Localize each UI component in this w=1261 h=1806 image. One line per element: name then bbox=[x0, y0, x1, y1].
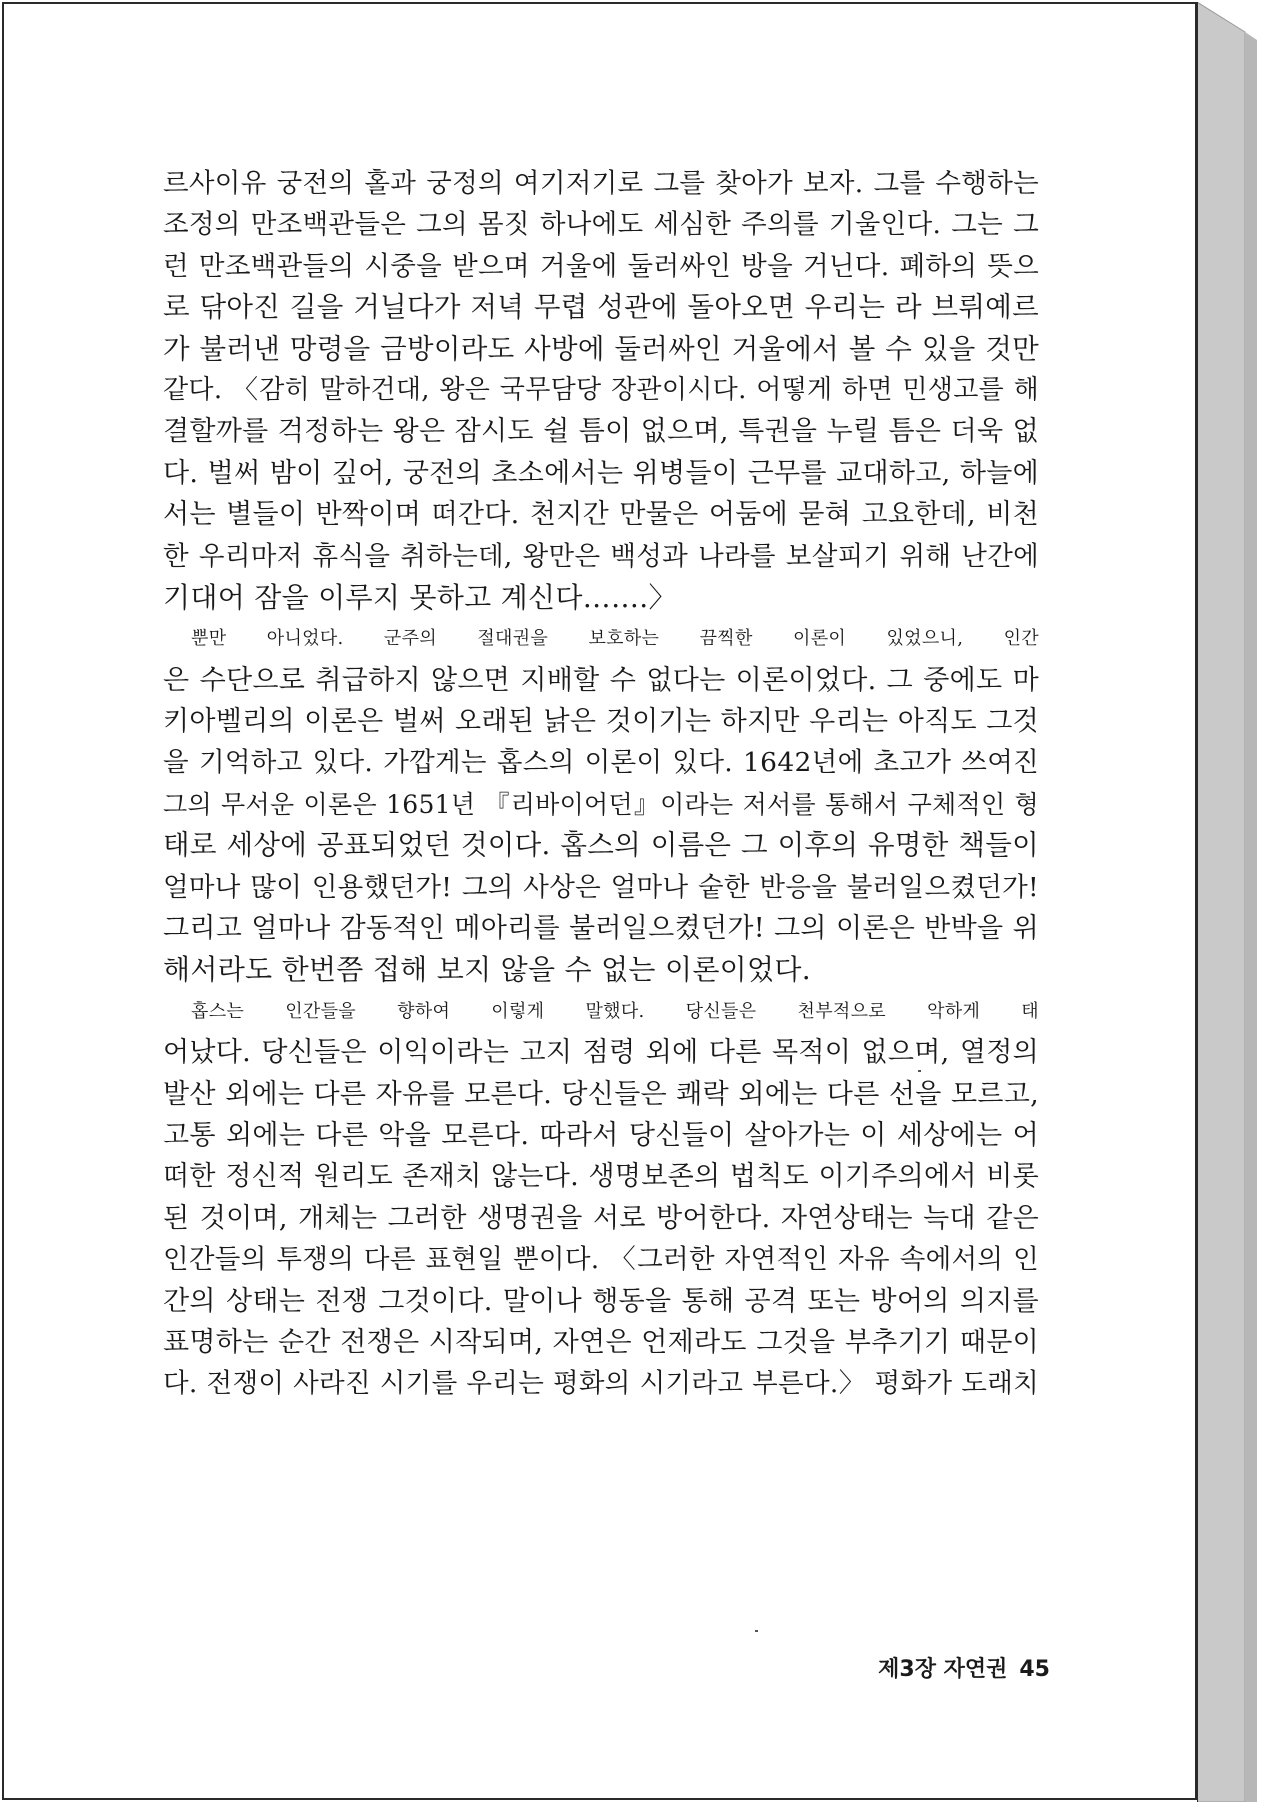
page-number: 45 bbox=[1019, 1657, 1050, 1682]
paragraph-start-line: 뿐만 아니었다. 군주의 절대권을 보호하는 끔찍한 이론이 있었으니, 인간 bbox=[191, 628, 1039, 650]
text-line: 된 것이며, 개체는 그러한 생명권을 서로 방어한다. 자연상태는 늑대 같은 bbox=[163, 1202, 1039, 1234]
text-line: 한 우리마저 휴식을 취하는데, 왕만은 백성과 나라를 보살피기 위해 난간에 bbox=[163, 540, 1039, 572]
text-line: 다. 전쟁이 사라진 시기를 우리는 평화의 시기라고 부른다.〉 평화가 도래치 bbox=[163, 1368, 1039, 1400]
page-footer bbox=[830, 1652, 1050, 1683]
text-line: 얼마나 많이 인용했던가! 그의 사상은 얼마나 숱한 반응을 불러일으켰던가! bbox=[163, 871, 1039, 903]
text-line: 인간들의 투쟁의 다른 표현일 뿐이다. 〈그러한 자연적인 자유 속에서의 인 bbox=[163, 1244, 1039, 1276]
text-line: 그리고 얼마나 감동적인 메아리를 불러일으켰던가! 그의 이론은 반박을 위 bbox=[163, 913, 1039, 945]
text-line: 은 수단으로 취급하지 않으면 지배할 수 없다는 이론이었다. 그 중에도 마 bbox=[163, 664, 1039, 696]
text-line: 해서라도 한번쯤 접해 보지 않을 수 없는 이론이었다. bbox=[163, 953, 811, 987]
text-line: 태로 세상에 공표되었던 것이다. 홉스의 이름은 그 이후의 유명한 책들이 bbox=[163, 829, 1039, 862]
text-line: 르사이유 궁전의 홀과 궁정의 여기저기로 그를 찾아가 보자. 그를 수행하는 bbox=[163, 168, 1039, 199]
text-line: 발산 외에는 다른 자유를 모른다. 당신들은 쾌락 외에는 다른 선을 모르고, bbox=[163, 1078, 1039, 1110]
text-line: 키아벨리의 이론은 벌써 오래된 낡은 것이기는 하지만 우리는 아직도 그것 bbox=[163, 706, 1039, 738]
scan-speck bbox=[918, 1070, 921, 1072]
text-line: 고통 외에는 다른 악을 모른다. 따라서 당신들이 살아가는 이 세상에는 어 bbox=[163, 1119, 1039, 1151]
text-line: 로 닦아진 길을 거닐다가 저녁 무렵 성관에 돌아오면 우리는 라 브뤼예르 bbox=[163, 291, 1039, 324]
body-text bbox=[163, 163, 1039, 1405]
text-line: 조정의 만조백관들은 그의 몸짓 하나에도 세심한 주의를 기울인다. 그는 그 bbox=[163, 209, 1039, 241]
text-line: 가 불러낸 망령을 금방이라도 사방에 둘러싸인 거울에서 볼 수 있을 것만 bbox=[163, 332, 1039, 365]
text-line: 기대어 잠을 이루지 못하고 계신다…….〉 bbox=[163, 580, 677, 614]
text-line: 결할까를 걱정하는 왕은 잠시도 쉴 틈이 없으며, 특권을 누릴 틈은 더욱 없 bbox=[163, 416, 1039, 448]
text-line: 그의 무서운 이론은 1651년 『리바이어던』이라는 저서를 통해서 구체적인 형 bbox=[163, 789, 1039, 819]
text-line: 어났다. 당신들은 이익이라는 고지 점령 외에 다른 목적이 없으며, 열정의 bbox=[163, 1037, 1039, 1069]
text-line: 을 기억하고 있다. 가깝게는 홉스의 이론이 있다. 1642년에 초고가 쓰여진 bbox=[163, 747, 1039, 779]
chapter-title: 제3장 자연권 bbox=[878, 1657, 1008, 1682]
text-line: 서는 별들이 반짝이며 떠간다. 천지간 만물은 어둠에 묻혀 고요한데, 비천 bbox=[163, 499, 1039, 531]
text-line: 런 만조백관들의 시중을 받으며 거울에 둘러싸인 방을 거닌다. 폐하의 뜻으 bbox=[163, 250, 1039, 282]
paragraph-start-line: 홉스는 인간들을 향하여 이렇게 말했다. 당신들은 천부적으로 악하게 태 bbox=[191, 1000, 1039, 1022]
text-line: 같다. 〈감히 말하건대, 왕은 국무담당 장관이시다. 어떻게 하면 민생고를 해 bbox=[163, 374, 1039, 405]
text-line: 표명하는 순간 전쟁은 시작되며, 자연은 언제라도 그것을 부추기기 때문이 bbox=[163, 1326, 1039, 1358]
text-line: 간의 상태는 전쟁 그것이다. 말이나 행동을 통해 공격 또는 방어의 의지를 bbox=[163, 1285, 1039, 1317]
text-line: 떠한 정신적 원리도 존재치 않는다. 생명보존의 법칙도 이기주의에서 비롯 bbox=[163, 1161, 1039, 1193]
page-stack-edge bbox=[1197, 2, 1257, 1802]
scan-speck bbox=[755, 1630, 758, 1632]
text-line: 다. 벌써 밤이 깊어, 궁전의 초소에서는 위병들이 근무를 교대하고, 하늘에 bbox=[163, 457, 1039, 489]
